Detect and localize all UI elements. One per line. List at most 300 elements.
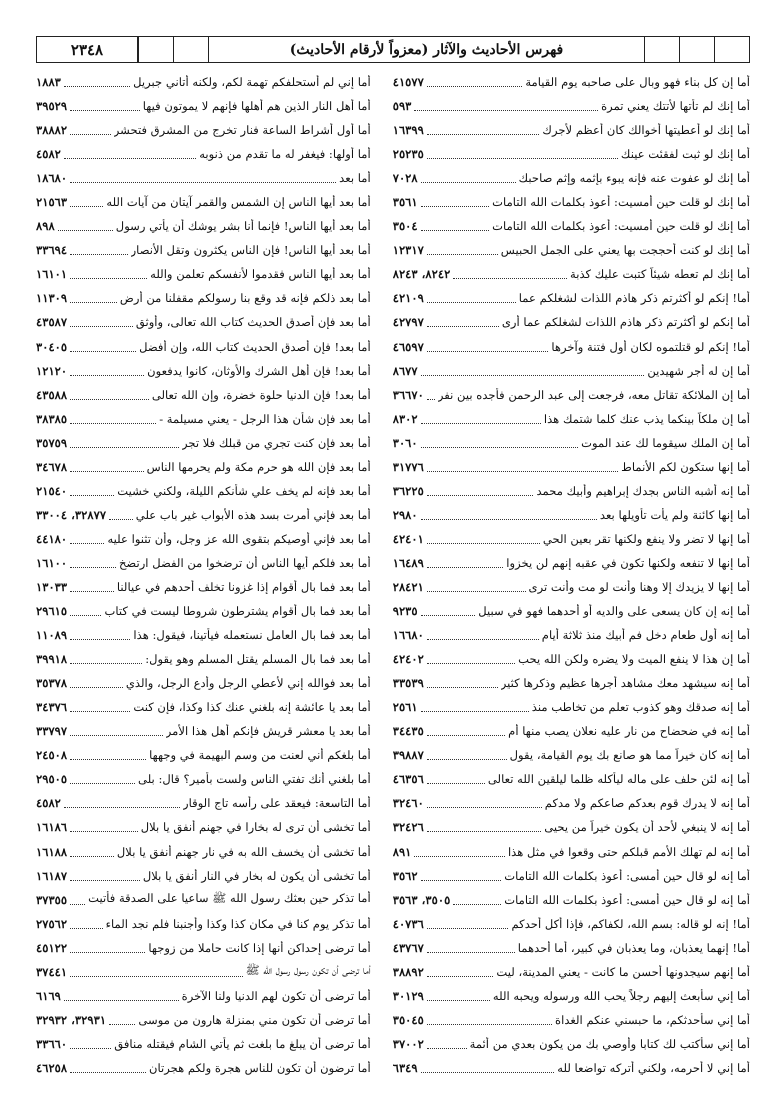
dot-leader [70,342,136,352]
entry-text: أما إنه لو قال حين أمسى: أعوذ بكلمات الله التامات [504,892,750,907]
entry-text: أما أهل النار الذين هم أهلها فإنهم لا يموتون فيها [142,99,371,114]
entry-text: أما بلغني أنك تفتي الناس ولست بأمير؟ قال: بلى [138,772,371,787]
dot-leader [421,1063,555,1073]
hadith-number: ١٦٤٨٩ [392,555,424,570]
index-entry [393,623,750,647]
entry-text: أما إنك لو أعطيتها أخوالك كان أعظم لأجرك [542,123,750,138]
entry-text: أما التاسعة: فيعقد على رأسه تاج الوقار [183,796,371,811]
index-entry [36,286,371,310]
hadith-number: ٣٤٤٣٥ [392,724,424,739]
entry-text: أما بعد أيها الناس! فإن الناس يكثرون وتقل الأنصار [130,243,371,258]
hadith-number: ٤٦٢٥٨ [36,1060,68,1075]
hadith-number: ٣٧٣٥٥ [36,892,68,907]
header-cell [679,37,714,62]
entry-text: أما بعد فما بال أقوام إذا غزونا تخلف أحدهم في عيالنا [116,580,371,594]
entry-text: أما بعد فإن الله هو حرم مكة ولم يحرمها الناس [146,459,371,474]
hadith-number: ٣٥٠٤٥ [392,1012,424,1027]
entry-text: أما بعد يا عائشة إنه بلغني عنك كذا وكذا، فإن كنت [133,700,371,715]
dot-leader [414,101,598,111]
index-entry [36,984,371,1008]
entry-text: أما تذكر يوم كنا في مكان كذا وكذا وأجنبنا فلم نجد الماء [105,916,371,931]
page-number: ٢٣٤٨ [37,37,138,62]
dot-leader [421,414,541,424]
entry-text: أما بعد فما بال المسلم يقتل المسلم وهو يقول: [145,652,371,667]
entry-text: أما بعد فلكم أيها الناس أن ترضخوا من الفضل ارتضخ [118,555,371,570]
index-entry [36,815,371,839]
index-entry [36,623,371,647]
dot-leader [70,414,156,424]
entry-text: أما بعد! فإن أهل الشرك والأوثان، كانوا يدفعون [147,363,371,378]
index-entry [393,214,750,238]
index-entry [393,647,750,671]
entry-text: أما بعد [339,171,371,186]
dot-leader [64,991,179,1001]
entry-text: أما بعد يا معشر قريش فإنكم أهل هذا الأمر [165,724,371,739]
index-entry [36,310,371,334]
index-entry [36,960,371,984]
entry-text: أما إني سأبعث إليهم رجلاً يحب الله ورسوله ويحبه الله [492,988,750,1003]
dot-leader [427,486,534,496]
index-entry [393,599,750,623]
dot-leader [70,197,103,207]
entry-text: أما تذكر حين بعثك رسول الله ﷺ ساعيا على الصدقة فأتيت [88,891,371,906]
index-entry [393,719,750,743]
entry-text: أما بعد فإن أصدق الحديث كتاب الله تعالى، وأوثق [135,315,371,330]
index-entry [36,912,371,936]
hadith-number: ٢٨٤٢١ [392,580,424,594]
entry-text: أما إنك لو عفوت عنه فإنه يبوء بإثمه وإثم صاحبك [518,171,750,186]
dot-leader [70,654,142,664]
entry-text: أما إن ملكاً بينكما يذب عنك كلما شتمك هذا [543,411,750,426]
entry-text: أما إنها كائنة ولم يأت تأويلها بعد [599,507,750,522]
entry-text: أما إنه لا يدرك قوم بعدكم صاعكم ولا مدكم [544,796,750,811]
hadith-number: ٣٦٦٧٠ [392,387,424,402]
index-entry [393,359,750,383]
entry-text: أما إني لم أستحلفكم تهمة لكم، ولكنه أتاني جبريل [133,75,371,90]
dot-leader [421,702,529,712]
index-entry [36,527,371,551]
entry-text: أما تخشى أن يكون له بخار في النار أنفق يا بلال [142,868,371,883]
hadith-number: ٣٧٠٠٢ [392,1036,424,1051]
hadith-number: ٣٤٣٧٦ [36,700,68,715]
index-entry [36,238,371,262]
entry-text: أما أولها: فيغفر له ما تقدم من ذنوبه [199,147,371,162]
dot-leader [421,438,579,448]
entry-text: أما إنك لم تعطه شيئاً كتبت عليك كذبة [570,267,750,282]
header-cell [714,37,749,62]
index-entry [393,190,750,214]
dot-leader [70,317,133,327]
hadith-number: ١٦١٠٠ [36,555,68,570]
hadith-number: ٤٥٨٢ [36,796,61,811]
hadith-number: ٣٠٦٠ [392,435,418,450]
entry-text: أما إنك لو قلت حين أمسيت: أعوذ بكلمات الله التامات [492,219,750,234]
hadith-number: ٤٤١٨٠ [36,531,68,546]
dot-leader [427,149,618,159]
hadith-number: ٣٢٤٦٠ [392,796,424,811]
index-entry [393,407,750,431]
entry-text: أما بعد فإنه لم يخف علي شأنكم الليلة، ولكني خشيت [117,483,371,498]
hadith-number: ١٨٨٣ [36,75,61,90]
index-entry [393,310,750,334]
entry-text: أما ترضى أن يبلغ ما بلغت ثم يأتي الشام فيقتله منافق [114,1036,371,1051]
hadith-number: ١٢١٢٠ [36,363,68,378]
hadith-number: ١٨٦٨٠ [36,171,68,186]
hadith-number: ٣٥٧٥٩ [36,435,68,450]
dot-leader [427,293,516,303]
entry-text: أما بعد فإن شأن هذا الرجل - يعني مسيلمة - [159,411,371,426]
index-entry [36,407,371,431]
dot-leader [427,678,498,688]
dot-leader [421,606,476,616]
index-entry [393,671,750,695]
index-entry [393,335,750,359]
dot-leader [427,558,503,568]
dot-leader [70,1063,146,1073]
dot-leader [421,366,645,376]
dot-leader [109,1015,135,1025]
dot-leader [427,991,490,1001]
entry-text: أما إن له أجر شهيدين [647,363,750,378]
dot-leader [70,943,145,953]
hadith-number: ٣٥٠٤ [392,219,418,234]
index-entry [36,190,371,214]
index-entry [393,551,750,575]
dot-leader [70,678,123,688]
entry-text: أما! إنهما يعذبان، وما يعذبان في كبير، أما أحدهما [517,940,750,955]
hadith-number: ٦١٦٩ [36,988,61,1003]
dot-leader [70,462,143,472]
entry-text: أما بعد ذلكم فإنه قد وقع بنا رسولكم مقفلنا من أرض [119,291,371,306]
hadith-number: ٢٧٥٦٢ [36,916,68,931]
dot-leader [427,1015,552,1025]
dot-leader [427,317,499,327]
index-entry [36,791,371,815]
entry-text: أما بعد! فإن أصدق الحديث كتاب الله، وإن أفضل [139,339,371,354]
hadith-number: ٨٦٧٧ [392,363,418,378]
index-entry [36,864,371,888]
dot-leader [427,77,522,87]
index-entry [393,840,750,864]
index-entry [36,647,371,671]
entry-text: أما إن الملائكة تقاتل معه، فرجعت إلى عبد الرحمن فأجده بين نفر [437,387,750,402]
index-entry [393,383,750,407]
dot-leader [427,726,505,736]
dot-leader [427,1039,467,1049]
hadith-number: ٢٩٥٠٥ [36,772,68,787]
index-entry [393,936,750,960]
hadith-number: ٤٢٤٠٢ [392,652,424,667]
dot-leader [70,822,138,832]
entry-text: أما إنهم سيجدونها أحسن ما كانت - يعني المدينة، ليت [496,964,750,979]
entry-text: أما بعد فما بال العامل نستعمله فيأتينا، فيقول: هذا [133,628,371,643]
entry-text: أما أول أشراط الساعة فنار تخرج من المشرق فتحشر [113,123,371,138]
hadith-number: ٣٤٦٧٨ [36,459,68,474]
hadith-number: ٨٣٠٢ [392,411,418,426]
hadith-number: ٤٦٥٩٧ [392,339,424,354]
entry-text: أما إن هذا لا ينفع الميت ولا يضره ولكن الله يحب [518,652,750,667]
hadith-number: ١٦١٨٦ [36,820,68,835]
dot-leader [70,919,102,929]
dot-leader [427,822,541,832]
hadith-number: ٣١٧٧٦ [392,459,424,474]
hadith-number: ٣٥٠٥، ٣٥٦٣ [392,892,451,907]
dot-leader [427,245,498,255]
entry-text: أما تخشى أن يخسف الله به في نار جهنم أنفق يا بلال [116,844,371,859]
hadith-number: ١٦٦٨٠ [392,628,424,643]
index-entry [36,214,371,238]
index-entry [393,912,750,936]
index-entry [393,238,750,262]
dot-leader [414,847,505,857]
hadith-number: ٤٢٧٩٧ [392,315,424,330]
hadith-number: ٢٥٢٣٥ [392,147,424,162]
dot-leader [427,390,435,400]
dot-leader [70,173,336,183]
entry-text: أما بعد أيها الناس فقدموا لأنفسكم تعلمن والله [150,267,371,282]
right-column [393,70,750,1080]
dot-leader [427,342,548,352]
dot-leader [70,750,146,760]
dot-leader [427,582,526,592]
dot-leader [70,871,140,881]
dot-leader [427,943,515,953]
hadith-number: ٢٩٨٠ [392,507,418,522]
entry-text: أما إني سأحدثكم، ما حبسني عنكم الغداة [555,1012,750,1027]
entry-text: أما إنك لو كنت أحججت بها يعني على الجمل الحبيس [500,243,750,258]
hadith-number: ٣٢٨٧٧، ٣٣٠٠٤ [36,507,107,522]
dot-leader [453,895,501,905]
entry-text: أما إنكم لو أكثرتم ذكر هاذم اللذات لشغلكم عما أرى [501,315,750,330]
index-entry [36,743,371,767]
hadith-number: ٨٩٨ [36,219,55,234]
entry-text: أما بعد فإني أوصيكم بتقوى الله عز وجل، وأن تثنوا عليه [107,531,371,546]
index-entry [36,70,371,94]
index-entry [393,815,750,839]
dot-leader [70,702,130,712]
entry-text: أما! إنكم لو قتلتموه لكان أول فتنة وآخرها [551,339,750,354]
index-entry [393,791,750,815]
entry-text: أما إنه لم تهلك الأمم قبلكم حتى وقعوا في مثل هذا [507,844,750,859]
dot-leader [427,125,540,135]
dot-leader [421,197,490,207]
hadith-number: ٤٢١٠٩ [392,291,424,306]
index-entry [393,695,750,719]
dot-leader [70,895,85,905]
index-entry [393,743,750,767]
index-entry [393,262,750,286]
index-entry [393,118,750,142]
index-entry [393,431,750,455]
entry-text: أما ترضى أن تكون رسول رسول الله ﷺ [245,963,371,978]
entry-text: أما إنه إن كان يسعى على والديه أو أحدهما فهو في سبيل [478,604,750,619]
hadith-number: ٣٢٩٣١، ٣٢٩٣٢ [36,1012,107,1027]
hadith-number: ١١٠٨٩ [36,628,68,643]
index-entry [36,262,371,286]
dot-leader [427,798,542,808]
hadith-number: ١٦١٠١ [36,267,68,282]
dot-leader [70,293,117,303]
index-entry [393,1008,750,1032]
entry-text: أما بعد فوالله إني لأعطي الرجل وأدع الرجل، والذي [125,676,371,691]
hadith-number: ٨٢٤٢، ٨٢٤٣ [392,267,451,282]
dot-leader [70,726,163,736]
dot-leader [427,462,618,472]
dot-leader [70,486,114,496]
index-entry [393,503,750,527]
hadith-number: ٣٥٣٧٨ [36,676,68,691]
dot-leader [70,1039,111,1049]
index-entry [36,118,371,142]
index-entry [36,1032,371,1056]
dot-leader [70,125,111,135]
hadith-number: ٩٢٣٥ [392,604,418,619]
header-cell [644,37,679,62]
entry-text: أما إنها ستكون لكم الأنماط [621,459,750,474]
hadith-number: ٤٢٤٠١ [392,531,424,546]
dot-leader [427,774,485,784]
index-entry [393,1032,750,1056]
entry-text: أما إنها لا تضر ولا ينفع ولكنها تقر بعين الحي [542,531,750,546]
entry-text: أما بعد فإني أمرت بسد هذه الأبواب غير باب علي [135,507,371,522]
hadith-number: ٢٤٥٠٨ [36,748,68,763]
index-entry [393,142,750,166]
hadith-number: ٢١٥٤٠ [36,483,68,498]
hadith-number: ٤٠٧٣٦ [392,916,424,931]
dot-leader [70,245,127,255]
dot-leader [70,269,147,279]
entry-text: أما بعد أيها الناس إن الشمس والقمر آيتان من آيات الله [106,195,371,210]
dot-leader [421,510,597,520]
hadith-number: ٣٣٦٩٤ [36,243,68,258]
index-entry [36,936,371,960]
entry-text: أما بلغكم أني لعنت من وسم البهيمة في وجهها [149,748,371,763]
index-entry [393,94,750,118]
dot-leader [421,173,516,183]
entry-text: أما بعد أيها الناس! فإنما أنا بشر يوشك أن يأتي رسول [115,219,371,234]
dot-leader [427,967,494,977]
hadith-number: ٤١٥٧٧ [392,75,424,90]
entry-text: أما ترضون أن تكون للناس هجرة ولكم هجرتان [148,1060,371,1075]
index-entry [36,431,371,455]
entry-text: أما! إنكم لو أكثرتم ذكر هاذم اللذات لشغلكم عما [518,291,750,306]
dot-leader [427,919,509,929]
entry-text: أما إنه أول طعام دخل فم أبيك منذ ثلاثة أيام [541,628,750,643]
hadith-number: ٣٨٨٩٢ [392,964,424,979]
dot-leader [70,606,101,616]
hadith-number: ٣٧٤٤١ [36,964,68,979]
hadith-number: ٣٨٣٨٥ [36,411,68,426]
entry-text: أما إنك لو ثبت لفقئت عينك [620,147,750,162]
entry-text: أما إن كل بناء فهو وبال على صاحبه يوم القيامة [525,75,750,90]
dot-leader [70,558,116,568]
dot-leader [421,871,502,881]
index-entry [393,455,750,479]
hadith-number: ١٢٣١٧ [392,243,424,258]
entry-text: أما إنك لم تأتها لأتتك يعني تمرة [601,99,750,114]
hadith-number: ٣٣٦٦٠ [36,1036,68,1051]
hadith-number: ٣٩٥٢٩ [36,99,68,114]
entry-text: أما ترضى أن تكون لهم الدنيا ولنا الآخرة [181,988,371,1003]
hadith-number: ١٦٣٩٩ [392,123,424,138]
entry-text: أما إنه صدقك وهو كذوب تعلم من تخاطب منذ [531,700,750,715]
dot-leader [427,534,540,544]
index-entry [36,695,371,719]
hadith-number: ٣٩٨٨٧ [392,748,424,763]
hadith-number: ٣٠١٢٩ [392,988,424,1003]
index-entry [36,359,371,383]
hadith-number: ٣٨٨٨٢ [36,123,68,138]
index-entry [36,383,371,407]
index-entry [36,1008,371,1032]
hadith-number: ٤٥١٢٢ [36,940,68,955]
dot-leader [70,847,114,857]
hadith-number: ٢٥٦١ [392,700,418,715]
index-entry [36,575,371,599]
entry-text: أما إنه سيشهد معك مشاهد أجرها عظيم وذكرها كثير [500,676,750,691]
index-entry [393,166,750,190]
index-entry [36,719,371,743]
entry-text: أما بعد فما بال أقوام يشترطون شروطا ليست في كتاب [104,604,371,619]
index-entry [393,527,750,551]
page-title: فهرس الأحاديث والآثار (معزواً لأرقام الأحاديث) [208,37,644,62]
hadith-number: ٤٣٥٨٨ [36,387,68,402]
hadith-number: ٨٩١ [392,844,412,859]
index-entry [393,1056,750,1080]
hadith-number: ٥٩٣ [392,99,412,114]
dot-leader [109,510,133,520]
hadith-number: ٤٦٣٥٦ [392,772,424,787]
index-entry [36,671,371,695]
dot-leader [70,101,140,111]
hadith-number: ١١٣٠٩ [36,291,68,306]
index-entry [36,599,371,623]
entry-text: أما إنه كان خيراً مما هو صانع بك يوم القيامة، يقول [509,748,750,763]
dot-leader [64,77,130,87]
header-cell [138,37,173,62]
dot-leader [70,390,149,400]
hadith-number: ٣٦٢٢٥ [392,483,424,498]
dot-leader [421,221,490,231]
entry-text: أما إني سأكتب لك كتابا وأوصي بك من يكون بعدي من أئمة [469,1036,750,1051]
page-header [36,36,750,63]
hadith-number: ٢٩٦١٥ [36,604,68,619]
index-entry [36,142,371,166]
entry-text: أما إني لا أحرمه، ولكني أتركه تواضعا لله [557,1060,750,1075]
hadith-number: ١٣٠٣٣ [36,580,68,594]
hadith-number: ٤٣٧٦٧ [392,940,424,955]
entry-text: أما! إنه لو قاله: بسم الله، لكفاكم، فإذا أكل أحدكم [511,916,750,931]
index-entry [393,888,750,912]
hadith-number: ٢١٥٦٣ [36,195,68,210]
dot-leader [70,774,135,784]
index-columns [36,70,750,1080]
entry-text: أما إنها لا تنفعه ولكنها تكون في عقبه إنهم لن يخزوا [506,555,750,570]
index-entry [393,960,750,984]
hadith-number: ٣٣٧٩٧ [36,724,68,739]
index-entry [36,767,371,791]
hadith-number: ٤٣٥٨٧ [36,315,68,330]
dot-leader [70,967,242,977]
hadith-number: ١٦١٨٧ [36,868,68,883]
hadith-number: ٣٣٥٣٩ [392,676,424,691]
index-entry [393,479,750,503]
index-entry [36,335,371,359]
hadith-number: ٧٠٢٨ [392,171,418,186]
dot-leader [70,630,130,640]
entry-text: أما إنه لا ينبغي لأحد أن يكون خيراً من يحيى [544,820,750,835]
index-entry [36,551,371,575]
